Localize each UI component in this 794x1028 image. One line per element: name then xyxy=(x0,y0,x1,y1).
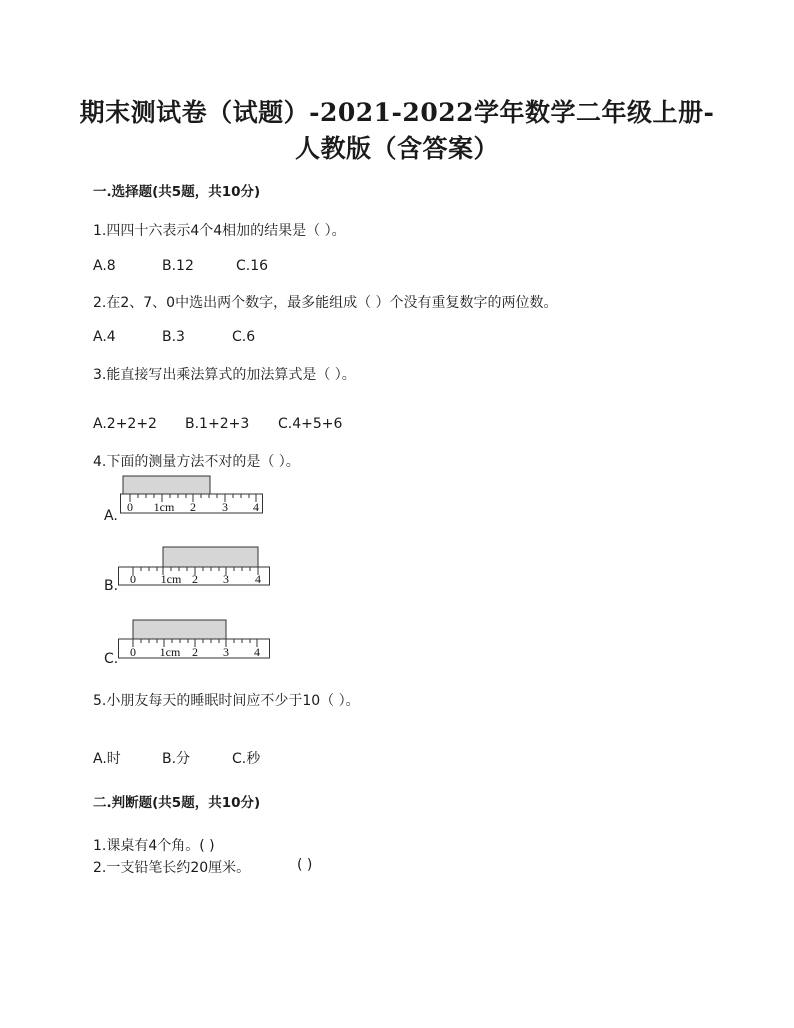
section-2-heading: 二.判断题(共5题，共10分) xyxy=(93,795,261,811)
measured-strip-c xyxy=(133,620,226,639)
question-4: 4.下面的测量方法不对的是（ ）。 xyxy=(93,454,300,470)
ruler-c-tick-label: 4 xyxy=(254,645,260,659)
ruler-a-tick-label: 0 xyxy=(127,500,133,514)
question-4-option-c: C. xyxy=(104,651,119,667)
question-5-option-b: B.分 xyxy=(162,751,191,767)
ruler-b-tick-label: 0 xyxy=(130,572,136,586)
question-3-option-c: C.4+5+6 xyxy=(278,416,343,432)
ruler-c-tick-label: 3 xyxy=(223,645,229,659)
question-1: 1.四四十六表示4个4相加的结果是（ ）。 xyxy=(93,223,346,239)
ruler-a-tick-label: 4 xyxy=(253,500,259,514)
question-1-option-b: B.12 xyxy=(162,258,194,274)
question-5-option-c: C.秒 xyxy=(232,751,261,767)
question-4-option-b: B. xyxy=(104,578,119,594)
ruler-figure-b xyxy=(118,546,272,588)
judgement-item-1: 1.课桌有4个角。( ) xyxy=(93,838,215,854)
section-1-heading: 一.选择题(共5题，共10分) xyxy=(93,184,261,200)
ruler-c-tick-label: 1cm xyxy=(159,645,181,659)
ruler-a-tick-label: 1cm xyxy=(153,500,175,514)
question-5-option-a: A.时 xyxy=(93,751,121,767)
question-3-option-a: A.2+2+2 xyxy=(93,416,157,432)
ruler-figure-a xyxy=(120,475,265,517)
question-2-option-c: C.6 xyxy=(232,329,256,345)
ruler-b-tick-label: 3 xyxy=(223,572,229,586)
question-3-option-b: B.1+2+3 xyxy=(185,416,250,432)
question-1-option-a: A.8 xyxy=(93,258,116,274)
ruler-b-tick-label: 1cm xyxy=(160,572,182,586)
question-1-option-c: C.16 xyxy=(236,258,269,274)
document-title-line-2: 人教版（含答案） xyxy=(294,134,499,163)
document-title-line-1: 期末测试卷（试题）-2021-2022学年数学二年级上册- xyxy=(79,98,715,127)
ruler-c-tick-label: 2 xyxy=(192,645,198,659)
ruler-figure-c xyxy=(118,619,272,661)
judgement-item-2: 2.一支铅笔长约20厘米。 xyxy=(93,860,251,876)
question-5: 5.小朋友每天的睡眠时间应不少于10（ ）。 xyxy=(93,693,360,709)
ruler-b-tick-label: 4 xyxy=(255,572,261,586)
ruler-c-tick-label: 0 xyxy=(130,645,136,659)
question-2: 2.在2、7、0中选出两个数字，最多能组成（ ）个没有重复数字的两位数。 xyxy=(93,295,558,311)
ruler-b-tick-label: 2 xyxy=(192,572,198,586)
measured-strip-b xyxy=(163,547,258,567)
ruler-a-tick-label: 2 xyxy=(190,500,196,514)
question-2-option-b: B.3 xyxy=(162,329,185,345)
question-3: 3.能直接写出乘法算式的加法算式是（ ）。 xyxy=(93,367,356,383)
question-4-option-a: A. xyxy=(104,508,118,524)
question-2-option-a: A.4 xyxy=(93,329,116,345)
judgement-item-2-blank: ( ) xyxy=(297,857,313,873)
measured-strip-a xyxy=(123,476,210,494)
ruler-a-tick-label: 3 xyxy=(222,500,228,514)
